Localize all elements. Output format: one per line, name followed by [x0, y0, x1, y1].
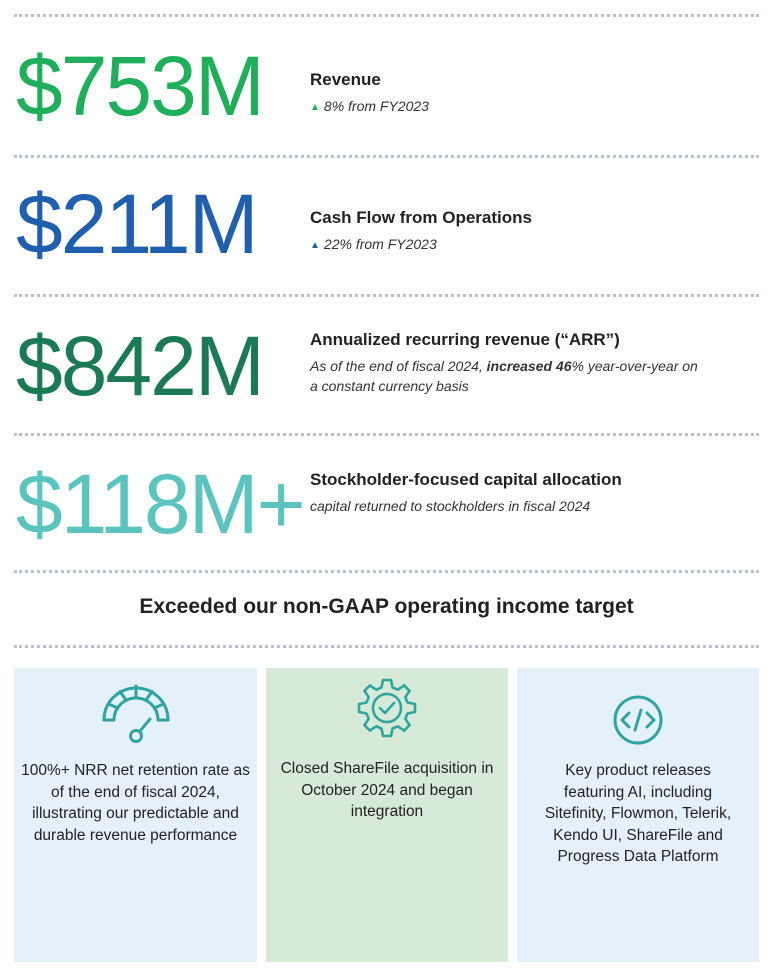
- metric-label: Revenue: [310, 70, 381, 89]
- metric-description: As of the end of fiscal 2024, increased 46% year-over-year on a constant currency basis: [310, 358, 698, 394]
- metric-arr: [14, 318, 759, 418]
- metric-capital-allocation: [14, 458, 759, 558]
- code-icon: [598, 672, 678, 752]
- card-sharefile: [266, 668, 508, 962]
- metric-label: Cash Flow from Operations: [310, 208, 532, 227]
- up-arrow-icon: ▲: [310, 240, 320, 251]
- card-text: 100%+ NRR net retention rate as of the end of fiscal 2024, illustrating our predictable and durable revenue performance: [21, 762, 250, 844]
- card-product-releases: [517, 668, 759, 962]
- metric-value: $753M: [16, 39, 263, 133]
- divider: [14, 294, 759, 297]
- card-text: Key product releases featuring AI, including Sitefinity, Flowmon, Telerik, Kendo UI, ShareFile and Progress Data Platform: [544, 762, 732, 865]
- card-nrr: [14, 668, 257, 962]
- metric-value: $118M+: [16, 457, 304, 551]
- divider-top: [14, 14, 759, 17]
- metric-description: capital returned to stockholders in fiscal 2024: [310, 498, 591, 514]
- card-text: Closed ShareFile acquisition in October 2024 and began integration: [280, 760, 494, 820]
- metric-revenue: [14, 40, 759, 140]
- headline: Exceeded our non-GAAP operating income target: [139, 595, 634, 618]
- metric-change: 8% from FY2023: [323, 98, 429, 114]
- divider: [14, 570, 759, 573]
- gauge-icon: [96, 672, 176, 752]
- divider: [14, 433, 759, 436]
- divider: [14, 155, 759, 158]
- metric-change: 22% from FY2023: [323, 236, 437, 252]
- gear-check-icon: [347, 670, 427, 750]
- metric-label: Stockholder-focused capital allocation: [310, 470, 622, 489]
- metric-label: Annualized recurring revenue (“ARR”): [310, 330, 620, 349]
- metric-value: $211M: [16, 177, 257, 271]
- metric-value: $842M: [16, 319, 263, 413]
- metric-cash-flow: [14, 177, 759, 280]
- divider: [14, 645, 759, 648]
- up-arrow-icon: ▲: [310, 102, 320, 113]
